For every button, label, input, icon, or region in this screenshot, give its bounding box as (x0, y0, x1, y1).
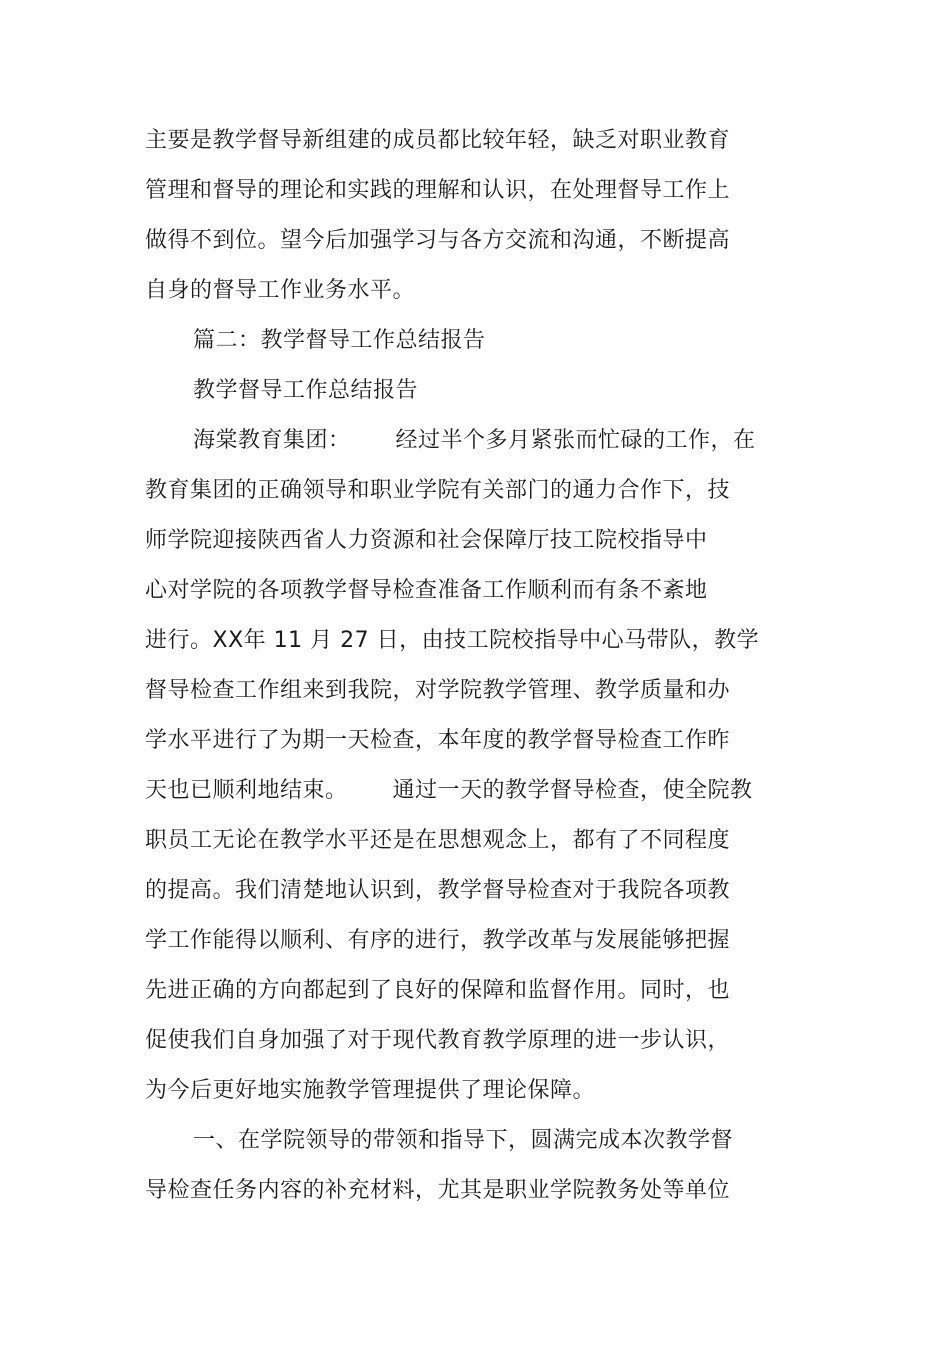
paragraph-line: 海棠教育集团： 经过半个多月紧张而忙碌的工作，在 (193, 428, 756, 453)
paragraph-line: 学工作能得以顺利、有序的进行，教学改革与发展能够把握 (145, 928, 731, 953)
paragraph-line: 主要是教学督导新组建的成员都比较年轻，缺乏对职业教育 (145, 128, 731, 153)
section-heading: 篇二：教学督导工作总结报告 (193, 328, 486, 353)
paragraph-line: 促使我们自身加强了对于现代教育教学原理的进一步认识， (145, 1028, 731, 1053)
paragraph-line: 先进正确的方向都起到了良好的保障和监督作用。同时，也 (145, 978, 731, 1003)
paragraph-line: 教育集团的正确领导和职业学院有关部门的通力合作下，技 (145, 478, 731, 503)
paragraph-line: 职员工无论在教学水平还是在思想观念上，都有了不同程度 (145, 828, 731, 853)
paragraph-line: 自身的督导工作业务水平。 (145, 278, 416, 303)
paragraph-line: 天也已顺利地结束。 通过一天的教学督导检查，使全院教 (145, 778, 753, 803)
paragraph-line: 管理和督导的理论和实践的理解和认识，在处理督导工作上 (145, 178, 731, 203)
paragraph-line: 一、在学院领导的带领和指导下，圆满完成本次教学督 (193, 1128, 734, 1153)
paragraph-line: 学水平进行了为期一天检查，本年度的教学督导检查工作昨 (145, 728, 731, 753)
report-title: 教学督导工作总结报告 (193, 378, 419, 403)
paragraph-line: 心对学院的各项教学督导检查准备工作顺利而有条不紊地 (145, 578, 708, 603)
paragraph-line: 做得不到位。望今后加强学习与各方交流和沟通，不断提高 (145, 228, 731, 253)
paragraph-line: 导检查任务内容的补充材料，尤其是职业学院教务处等单位 (145, 1178, 731, 1203)
paragraph-line: 为今后更好地实施教学管理提供了理论保障。 (145, 1078, 596, 1103)
paragraph-line: 师学院迎接陕西省人力资源和社会保障厅技工院校指导中 (145, 528, 708, 553)
paragraph-line: 进行。XX年 11 月 27 日，由技工院校指导中心马带队，教学 (145, 628, 760, 653)
paragraph-line: 的提高。我们清楚地认识到，教学督导检查对于我院各项教 (145, 878, 731, 903)
paragraph-line: 督导检查工作组来到我院，对学院教学管理、教学质量和办 (145, 678, 731, 703)
